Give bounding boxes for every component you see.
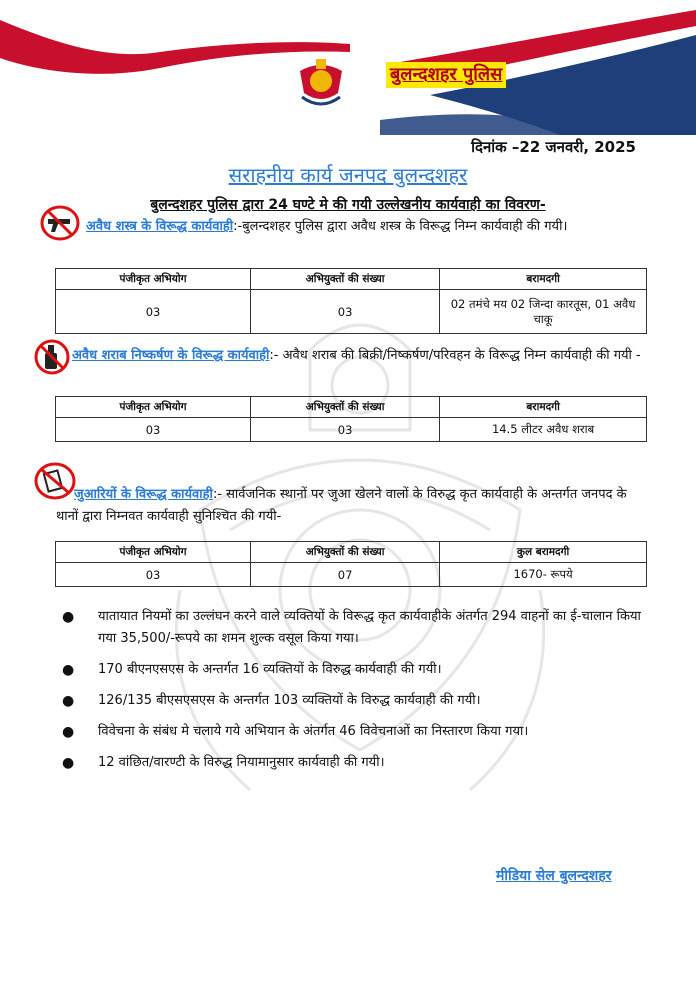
list-item: ● 126/135 बीएसएसएस के अन्तर्गत 103 व्यक्तियों के विरुद्ध कार्यवाही की गयी। <box>62 693 481 709</box>
section-arms-desc: :-बुलन्दशहर पुलिस द्वारा अवैध शस्त्र के विरूद्ध निम्न कार्यवाही की गयी। <box>233 219 568 234</box>
report-date: दिनांक –22 जनवरी, 2025 <box>471 138 636 156</box>
arms-table <box>55 268 647 334</box>
section-arms-title: अवैध शस्त्र के विरूद्ध कार्यवाही <box>86 219 234 234</box>
table-cell: 03 <box>56 290 251 334</box>
table-cell: 03 <box>56 418 251 442</box>
media-cell-signature: मीडिया सेल बुलन्दशहर <box>496 868 612 884</box>
table-header: बरामदगी <box>440 397 647 418</box>
section-liquor-text <box>56 345 648 367</box>
list-item: ● 12 वांछित/वारण्टी के विरुद्ध नियामानुसार कार्यवाही की गयी। <box>62 755 385 771</box>
table-header: अभियुक्तों की संख्या <box>251 542 440 563</box>
table-cell: 07 <box>251 563 440 587</box>
page-heading: सराहनीय कार्य जनपद बुलन्दशहर <box>228 163 468 187</box>
table-cell: 02 तमंचे मय 02 जिन्दा कारतूस, 01 अवैध चाकू <box>440 290 647 334</box>
table-header: अभियुक्तों की संख्या <box>251 269 440 290</box>
list-item: ● यातायात नियमों का उल्लंघन करने वाले व्यक्तियों के विरूद्ध कृत कार्यवाहीके अंतर्गत 294 वाहनों का ई-चालान किया गया 35,500/-रूपये का शमन शुल्क वसूल किया गया। <box>62 609 641 646</box>
table-header: बरामदगी <box>440 269 647 290</box>
list-item: ● 170 बीएनएसएस के अन्तर्गत 16 व्यक्तियों के विरुद्ध कार्यवाही की गयी। <box>62 662 442 678</box>
section-arms-text <box>86 216 646 238</box>
liquor-table <box>55 396 647 442</box>
table-cell: 1670- रूपये <box>440 563 647 587</box>
section-gambling-title: जुआरियों के विरूद्ध कार्यवाही <box>74 487 213 502</box>
table-cell: 03 <box>251 418 440 442</box>
no-gun-icon <box>40 205 80 241</box>
brand-title: बुलन्दशहर पुलिस <box>386 62 506 88</box>
section-liquor-title: अवैध शराब निष्कर्षण के विरूद्ध कार्यवाही <box>72 348 270 363</box>
gambling-table <box>55 541 647 587</box>
table-cell: 03 <box>56 563 251 587</box>
table-header: अभियुक्तों की संख्या <box>251 397 440 418</box>
up-police-emblem-icon <box>292 53 350 111</box>
section-gambling-desc: :- सार्वजनिक स्थानों पर जुआ खेलने वालों के विरुद्ध कृत कार्यवाही के अन्तर्गत जनपद के थानों द्वारा निम्नवत कार्यवाही सुनिश्चित की गयी- <box>56 487 627 524</box>
section-gambling-text <box>56 484 648 528</box>
table-cell: 14.5 लीटर अवैध शराब <box>440 418 647 442</box>
table-header: कुल बरामदगी <box>440 542 647 563</box>
table-cell: 03 <box>251 290 440 334</box>
list-item: ● विवेचना के संबंध मे चलाये गये अभियान के अंतर्गत 46 विवेचनाओं का निस्तारण किया गया। <box>62 724 529 740</box>
table-header: पंजीकृत अभियोग <box>56 269 251 290</box>
section-liquor-desc: :- अवैध शराब की बिक्री/निष्कर्षण/परिवहन के विरूद्ध निम्न कार्यवाही की गयी - <box>269 348 641 363</box>
table-header: पंजीकृत अभियोग <box>56 397 251 418</box>
page-subheading: बुलन्दशहर पुलिस द्वारा 24 घण्टे मे की गयी उल्लेखनीय कार्यवाही का विवरण- <box>150 197 546 213</box>
summary-bullets <box>62 606 652 783</box>
table-header: पंजीकृत अभियोग <box>56 542 251 563</box>
